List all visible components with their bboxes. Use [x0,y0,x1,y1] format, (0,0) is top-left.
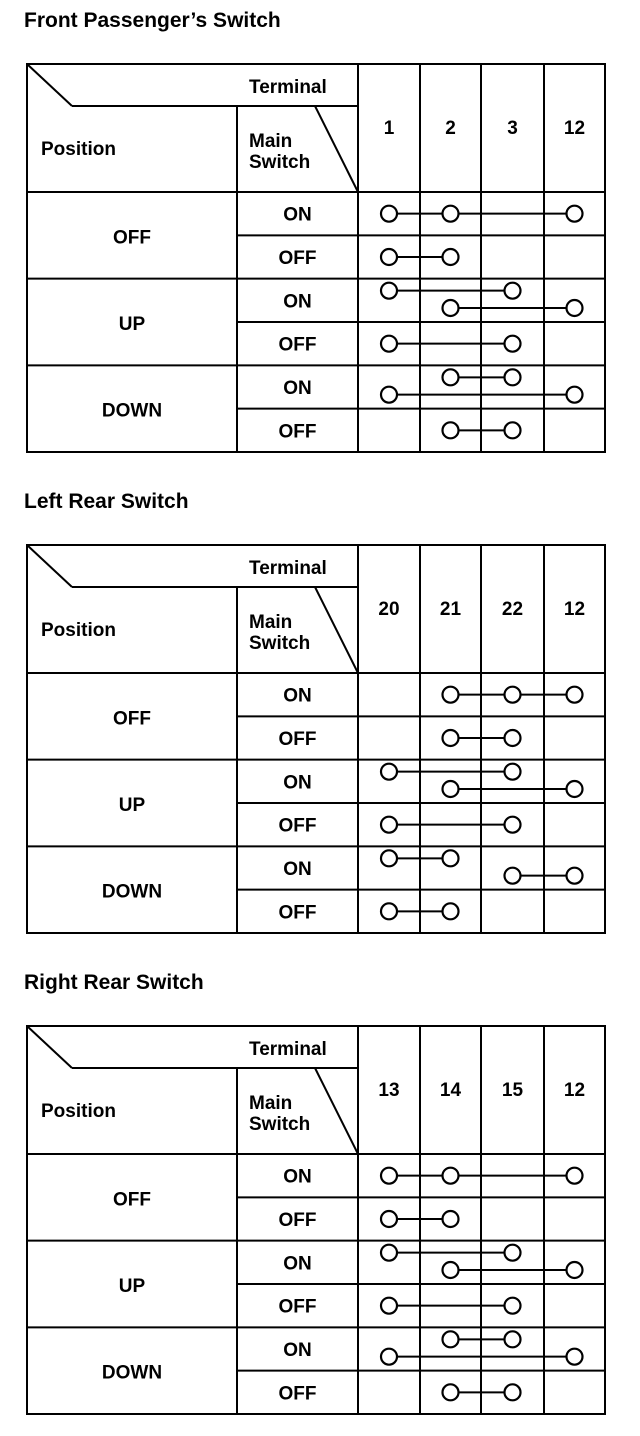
main-switch-diagonal [315,106,358,192]
terminal-continuity-dot [505,1331,521,1347]
terminal-continuity-dot [381,1298,397,1314]
continuity-table [0,0,640,470]
terminal-number: 2 [445,118,456,139]
terminal-continuity-dot [381,1349,397,1365]
terminal-continuity-dot [443,1331,459,1347]
terminal-continuity-dot [505,336,521,352]
terminal-continuity-dot [381,850,397,866]
terminal-continuity-dot [443,369,459,385]
position-label: OFF [113,227,151,249]
terminal-continuity-dot [381,903,397,919]
terminal-continuity-dot [567,781,583,797]
position-label: DOWN [101,1362,163,1384]
terminal-number: 14 [439,1080,462,1101]
terminal-continuity-dot [381,817,397,833]
position-label: OFF [113,708,151,730]
front-passenger-switch-section [0,0,640,470]
position-header: Position [41,1101,116,1122]
terminal-continuity-dot [505,283,521,299]
position-label: UP [118,1276,146,1297]
terminal-continuity-dot [567,1349,583,1365]
position-label: OFF [113,1189,151,1211]
main-switch-state: OFF [278,334,317,356]
terminal-number: 12 [563,118,586,139]
main-switch-state: ON [283,772,312,794]
terminal-continuity-dot [443,422,459,438]
main-switch-state: ON [283,204,312,226]
terminal-continuity-dot [505,369,521,385]
terminal-continuity-dot [567,1262,583,1278]
main-switch-state: ON [283,378,312,399]
terminal-header: Terminal [249,77,327,98]
terminal-continuity-dot [381,206,397,222]
terminal-continuity-dot [443,249,459,265]
main-switch-header: Main [249,131,293,152]
main-switch-diagonal [315,1068,358,1154]
terminal-continuity-dot [567,868,583,884]
terminal-header: Terminal [249,558,327,579]
terminal-number: 3 [507,118,518,139]
main-switch-header: Switch [249,1114,311,1135]
main-switch-state: ON [283,859,312,880]
terminal-continuity-dot [567,1168,583,1184]
terminal-continuity-dot [567,387,583,403]
terminal-continuity-dot [567,687,583,703]
main-switch-state: OFF [278,421,317,443]
terminal-number: 21 [439,599,462,620]
main-switch-state: OFF [278,248,317,269]
terminal-continuity-dot [381,764,397,780]
terminal-continuity-dot [505,687,521,703]
terminal-continuity-dot [381,1245,397,1261]
terminal-continuity-dot [443,1384,459,1400]
terminal-number: 15 [501,1080,524,1101]
position-header: Position [41,139,116,160]
terminal-continuity-dot [505,1298,521,1314]
terminal-continuity-dot [505,817,521,833]
terminal-continuity-dot [381,1168,397,1184]
terminal-number: 13 [378,1080,400,1101]
terminal-continuity-dot [443,730,459,746]
terminal-continuity-dot [505,764,521,780]
continuity-table [0,481,640,951]
position-header: Position [41,620,116,641]
main-switch-state: ON [283,291,312,313]
terminal-continuity-dot [443,781,459,797]
continuity-table [0,962,640,1432]
position-label: DOWN [101,400,163,422]
main-switch-state: OFF [278,1296,317,1318]
right-rear-switch-section [0,962,640,1432]
terminal-number: 22 [501,599,524,620]
main-switch-header: Switch [249,633,311,654]
terminal-continuity-dot [567,300,583,316]
terminal-continuity-dot [505,1245,521,1261]
position-label: UP [118,795,146,816]
main-switch-state: ON [283,1166,312,1188]
main-switch-state: OFF [278,902,317,924]
terminal-number: 12 [563,1080,586,1101]
main-switch-header: Switch [249,152,311,173]
terminal-continuity-dot [443,1262,459,1278]
terminal-continuity-dot [381,249,397,265]
terminal-continuity-dot [505,422,521,438]
main-switch-state: OFF [278,815,317,837]
main-switch-state: OFF [278,1210,317,1231]
main-switch-diagonal [315,587,358,673]
main-switch-state: ON [283,1253,312,1275]
main-switch-state: ON [283,1340,312,1361]
terminal-number: 12 [563,599,586,620]
header-diagonal [27,545,72,587]
terminal-continuity-dot [443,300,459,316]
position-label: UP [118,314,146,335]
terminal-number: 1 [383,118,395,139]
terminal-continuity-dot [505,868,521,884]
main-switch-state: OFF [278,1383,317,1405]
terminal-continuity-dot [505,1384,521,1400]
terminal-continuity-dot [443,850,459,866]
main-switch-state: OFF [278,729,317,750]
main-switch-header: Main [249,612,293,633]
position-label: DOWN [101,881,163,903]
terminal-continuity-dot [443,687,459,703]
terminal-continuity-dot [443,1168,459,1184]
section-title: Front Passenger’s Switch [24,9,281,32]
terminal-continuity-dot [443,1211,459,1227]
terminal-continuity-dot [443,903,459,919]
terminal-continuity-dot [443,206,459,222]
section-title: Left Rear Switch [24,490,189,513]
main-switch-state: ON [283,685,312,707]
terminal-continuity-dot [381,1211,397,1227]
terminal-continuity-dot [381,336,397,352]
main-switch-header: Main [249,1093,293,1114]
terminal-header: Terminal [249,1039,327,1060]
terminal-continuity-dot [381,387,397,403]
terminal-continuity-dot [505,730,521,746]
terminal-continuity-dot [567,206,583,222]
header-diagonal [27,64,72,106]
left-rear-switch-section [0,481,640,951]
terminal-continuity-dot [381,283,397,299]
section-title: Right Rear Switch [24,971,204,994]
terminal-number: 20 [378,599,400,620]
header-diagonal [27,1026,72,1068]
